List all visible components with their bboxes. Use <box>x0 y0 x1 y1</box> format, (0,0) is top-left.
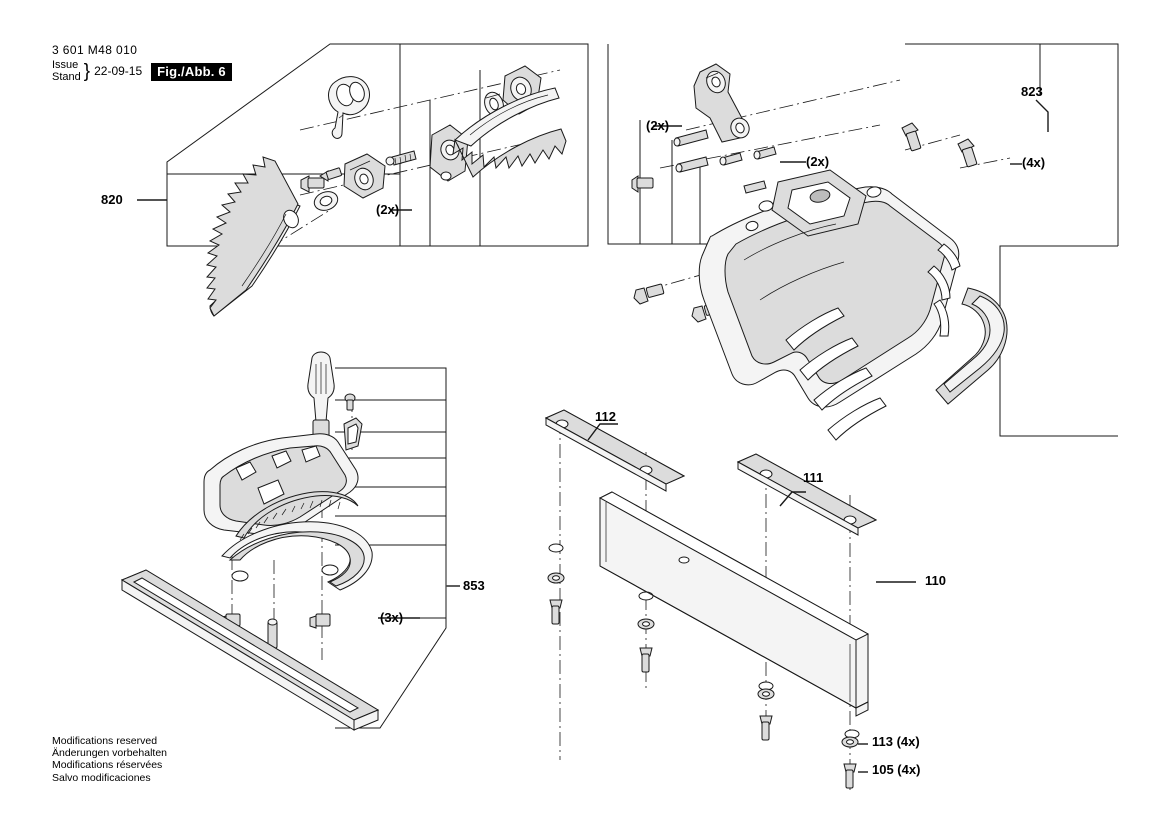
issue-row <box>52 60 242 83</box>
footer-line-de: Änderungen vorbehalten <box>52 747 168 760</box>
title-block <box>52 44 242 83</box>
issue-label-de: Stand <box>52 70 81 83</box>
qty-2x-c: (2x) <box>376 202 400 217</box>
rail-bar-part <box>122 570 378 730</box>
pivot-block-part <box>344 154 385 198</box>
callout-820: 820 <box>101 192 123 207</box>
threaded-pin-part <box>386 151 416 165</box>
table-extension-assembly <box>546 410 876 790</box>
footer-disclaimer <box>52 735 167 784</box>
callout-823: 823 <box>1021 84 1043 99</box>
pin-2x-parts <box>674 130 708 172</box>
cast-base-body <box>699 170 1007 440</box>
callout-112: 112 <box>595 409 616 424</box>
lever-part <box>694 64 752 142</box>
issue-labels <box>52 60 81 83</box>
figure-badge: Fig./Abb. 6 <box>151 63 232 81</box>
brace-glyph: } <box>83 60 91 82</box>
qty-2x-a: (2x) <box>646 118 670 133</box>
callout-113: 113 (4x) <box>872 734 920 749</box>
saw-arm-assembly-820 <box>207 66 566 316</box>
base-frame-assembly-823 <box>632 64 1010 440</box>
turntable-body <box>204 434 372 648</box>
washer-part <box>312 188 341 213</box>
footer-line-en: Modifications reserved <box>52 735 158 747</box>
screw-parts-right <box>902 123 977 167</box>
screw-2x-part <box>301 176 324 192</box>
miter-base-assembly-853 <box>122 352 378 730</box>
callout-853: 853 <box>463 578 485 593</box>
screw-parts-left <box>632 147 776 193</box>
spring-clip-part <box>328 77 369 139</box>
qty-2x-b: (2x) <box>806 154 830 169</box>
bar-111 <box>738 454 876 535</box>
qty-3x: (3x) <box>380 610 404 625</box>
footer-line-es: Salvo modificaciones <box>52 771 151 784</box>
handle-knob-part <box>308 352 334 446</box>
bracket-part <box>344 394 362 450</box>
issue-date: 22-09-15 <box>94 64 143 78</box>
table-plate-110 <box>549 492 868 738</box>
footer-line-fr: Modifications réservées <box>52 759 163 772</box>
issue-label-en: Issue <box>52 59 79 71</box>
qty-4x: (4x) <box>1022 155 1046 170</box>
callout-111: 111 <box>803 470 824 485</box>
callout-105: 105 (4x) <box>872 762 921 777</box>
callout-110: 110 <box>925 573 946 588</box>
part-number: 3 601 M48 010 <box>52 43 138 57</box>
